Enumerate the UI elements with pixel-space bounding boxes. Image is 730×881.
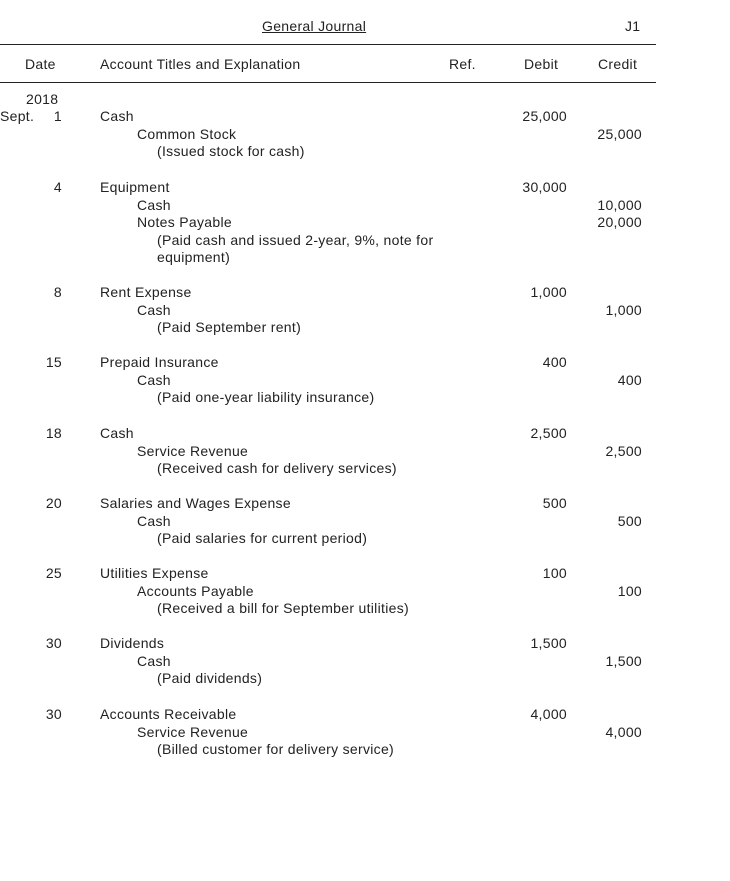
debit-account: Equipment (100, 179, 170, 195)
entry-explanation: (Paid one-year liability insurance) (157, 389, 375, 406)
credit-account: Service Revenue (137, 442, 249, 459)
credit-account: Notes Payable (137, 214, 232, 231)
entry-explanation: (Issued stock for cash) (157, 143, 305, 160)
debit-account: Salaries and Wages Expense (100, 495, 291, 511)
credit-account: Service Revenue (137, 723, 249, 740)
credit-account: Cash (137, 512, 171, 529)
credit-amount: 4,000 (605, 723, 642, 740)
entry-day: 30 (45, 635, 62, 651)
debit-amount: 1,000 (530, 284, 567, 300)
credit-account: Cash (137, 196, 171, 213)
entry-explanation: (Paid cash and issued 2-year, 9%, note for (157, 231, 434, 248)
debit-account: Rent Expense (100, 284, 192, 300)
debit-account: Dividends (100, 635, 165, 651)
entry-day: 8 (53, 284, 62, 300)
entry-explanation: equipment) (157, 249, 231, 266)
credit-amount: 400 (617, 371, 642, 388)
credit-amount: 10,000 (597, 196, 642, 213)
debit-amount: 25,000 (522, 108, 567, 124)
entry-day: 20 (45, 495, 62, 511)
debit-account: Cash (100, 108, 134, 124)
entry-explanation: (Paid salaries for current period) (157, 530, 368, 547)
credit-account: Accounts Payable (137, 582, 254, 599)
credit-account: Common Stock (137, 125, 237, 142)
date-year: 2018 (26, 91, 59, 107)
entry-explanation: (Paid September rent) (157, 319, 302, 336)
credit-account: Cash (137, 652, 171, 669)
debit-amount: 1,500 (530, 635, 567, 651)
entry-explanation: (Received cash for delivery services) (157, 460, 397, 477)
credit-amount: 1,000 (605, 301, 642, 318)
credit-amount: 20,000 (597, 214, 642, 231)
credit-amount: 1,500 (605, 652, 642, 669)
credit-amount: 500 (617, 512, 642, 529)
header-ref: Ref. (449, 56, 476, 72)
entry-day: 18 (45, 425, 62, 441)
entry-day: 4 (53, 179, 62, 195)
debit-amount: 100 (542, 565, 567, 581)
header-debit: Debit (524, 56, 559, 72)
credit-account: Cash (137, 371, 171, 388)
entry-day: 25 (45, 565, 62, 581)
debit-amount: 500 (542, 495, 567, 511)
header-credit: Credit (598, 56, 638, 72)
date-month: Sept. (0, 108, 35, 124)
header-account-titles: Account Titles and Explanation (100, 56, 301, 72)
debit-amount: 30,000 (522, 179, 567, 195)
header-top-rule (0, 44, 656, 45)
header-bottom-rule (0, 82, 656, 83)
entry-day: 15 (45, 354, 62, 370)
debit-account: Utilities Expense (100, 565, 209, 581)
debit-amount: 4,000 (530, 706, 567, 722)
debit-account: Cash (100, 425, 134, 441)
entry-day: 1 (53, 108, 62, 124)
entry-explanation: (Received a bill for September utilities) (157, 600, 409, 617)
debit-account: Accounts Receivable (100, 706, 237, 722)
credit-account: Cash (137, 301, 171, 318)
header-date: Date (25, 56, 56, 72)
journal-title: General Journal (262, 18, 367, 34)
debit-amount: 2,500 (530, 425, 567, 441)
credit-amount: 100 (617, 582, 642, 599)
debit-amount: 400 (542, 354, 567, 370)
debit-account: Prepaid Insurance (100, 354, 219, 370)
entry-explanation: (Paid dividends) (157, 670, 263, 687)
credit-amount: 2,500 (605, 442, 642, 459)
journal-page-ref: J1 (625, 18, 641, 34)
entry-explanation: (Billed customer for delivery service) (157, 741, 395, 758)
entry-day: 30 (45, 706, 62, 722)
credit-amount: 25,000 (597, 125, 642, 142)
